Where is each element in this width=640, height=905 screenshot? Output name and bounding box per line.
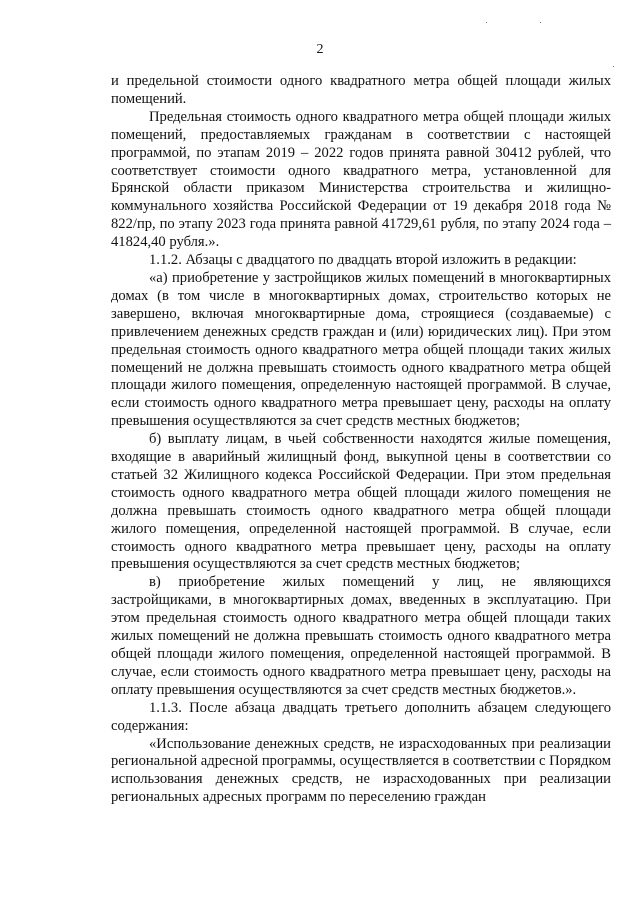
paragraph-funds-usage: «Использование денежных средств, не израсходованных при реализации региональной адресной программы, осуществляется в соответствии с Порядком использования денежных средств, не израсходованных при реализации региональных адресных программ по переселению граждан — [111, 735, 611, 806]
paragraph-price-limit: Предельная стоимость одного квадратного метра общей площади жилых помещений, предоставляемых гражданам в соответствии с настоящей программой, по этапам 2019 – 2022 годов принята равной 30412 рублей, что соответствует стоимости одного квадратного метра, установленной для Брянской области приказом Министерства строительства и жилищно-коммунального хозяйства Российской Федерации от 19 декабря 2018 года № 822/пр, по этапу 2023 года принята равной 41729,61 рубля, по этапу 2024 года – 41824,40 рубля.». — [111, 108, 611, 251]
scan-speck — [540, 22, 541, 23]
paragraph-item-b: б) выплату лицам, в чьей собственности находятся жилые помещения, входящие в аварийный жилищный фонд, выкупной цены в соответствии со статьей 32 Жилищного кодекса Российской Федерации. При этом предельная стоимость одного квадратного метра общей площади жилого помещения не должна превышать стоимость одного квадратного метра общей площади жилого помещения, определенной настоящей программой. В случае, если стоимость одного квадратного метра превышает цену, расходы на оплату превышения осуществляются за счет средств местных бюджетов; — [111, 431, 611, 573]
paragraph-1-1-3: 1.1.3. После абзаца двадцать третьего дополнить абзацем следующего содержания: — [111, 699, 611, 734]
paragraph-continuation: и предельной стоимости одного квадратного метра общей площади жилых помещений. — [111, 73, 611, 107]
scan-speck — [613, 66, 614, 67]
scan-speck — [486, 22, 487, 23]
paragraph-1-1-2: 1.1.2. Абзацы с двадцатого по двадцать второй изложить в редакции: — [149, 252, 577, 269]
paragraph-item-a: «а) приобретение у застройщиков жилых помещений в многоквартирных домах (в том числе в многоквартирных домах, строительство которых не завершено, включая многоквартирные дома, строящиеся (создаваемые) с привлечением денежных средств граждан и (или) юридических лиц). При этом предельная стоимость одного квадратного метра общей площади таких жилых помещений не должна превышать стоимость одного квадратного метра общей площади жилого помещения, определенную настоящей программой. В случае, если стоимость одного квадратного метра превышает цену, расходы на оплату превышения осуществляются за счет средств местных бюджетов; — [111, 269, 611, 430]
document-body — [111, 73, 611, 807]
page-number: 2 — [316, 42, 324, 57]
paragraph-item-v: в) приобретение жилых помещений у лиц, не являющихся застройщиками, в многоквартирных домах, введенных в эксплуатацию. При этом предельная стоимость одного квадратного метра общей площади таких жилых помещений не должна превышать стоимость одного квадратного метра общей площади жилого помещения, определенной настоящей программой. В случае, если стоимость одного квадратного метра превышает цену, расходы на оплату превышения осуществляются за счет средств местных бюджетов.». — [111, 574, 611, 698]
